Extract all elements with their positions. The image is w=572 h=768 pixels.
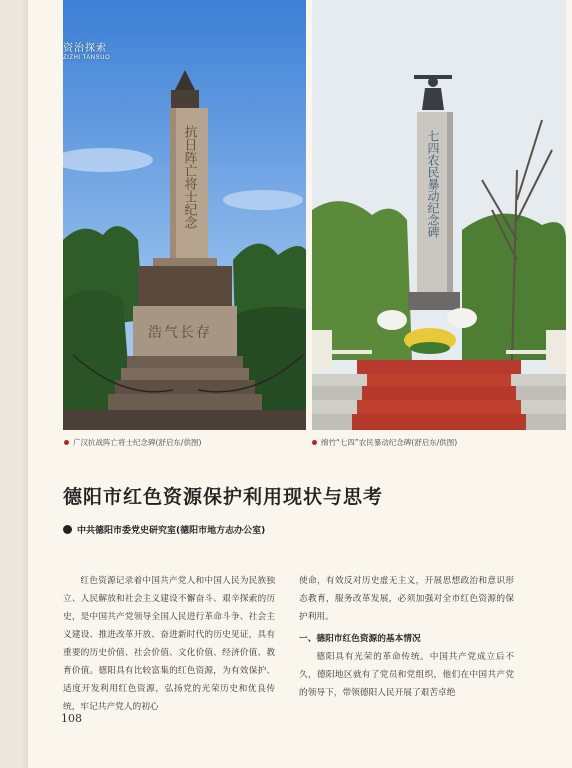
page-number: 108 <box>61 712 82 725</box>
paragraph: 德阳具有光荣的革命传统。中国共产党成立后不久，德阳地区就有了党员和党组织，他们在中国共产党的领导下，带领德阳人民开展了艰苦卓绝 <box>299 652 514 698</box>
article-column-right <box>299 572 514 702</box>
author-bullet-icon <box>63 525 72 534</box>
article-author <box>63 523 265 536</box>
caption-bullet-icon <box>312 440 317 445</box>
monument-inscription: 抗日阵亡将士纪念 <box>181 125 197 229</box>
caption-text: 绵竹“七四”农民暴动纪念碑(舒启东/供图) <box>321 438 458 447</box>
author-text: 中共德阳市委党史研究室(德阳市地方志办公室) <box>77 526 266 536</box>
section-title: 资治探索 <box>63 43 107 54</box>
photo-caption-right <box>312 437 457 448</box>
photo-mianzhu-monument <box>312 0 566 430</box>
caption-bullet-icon <box>64 440 69 445</box>
section-label <box>63 39 110 61</box>
monument-inscription-right: 七四农民暴动纪念碑 <box>426 130 440 238</box>
monument-base-inscription: 浩气长存 <box>148 325 212 341</box>
photo-guanghan-monument <box>63 0 306 430</box>
photo-caption-left <box>64 437 201 448</box>
section-title-en: ZIZHI TANSUO <box>63 55 111 61</box>
section-heading: 一、德阳市红色资源的基本情况 <box>299 634 421 644</box>
caption-text: 广汉抗战阵亡将士纪念碑(舒启东/供图) <box>73 438 202 447</box>
paragraph: 红色资源记录着中国共产党人和中国人民为民族独立、人民解放和社会主义建设不懈奋斗、艰辛探索的历史，是中国共产党领导全国人民进行革命斗争、社会主义建设、推进改革开放、奋进新时代的历史见证，具有重要的历史价值、社会价值、文化价值、经济价值、教育价值。德阳具有比较富集的红色资源，为有效保护、适度开发利用红色资源，弘扬党的光荣历史和优良传统，牢记共产党人的初心 <box>63 576 275 712</box>
article-column-left <box>63 572 275 716</box>
paragraph-continued: 使命，有效反对历史虚无主义，开展思想政治和意识形态教育，服务改革发展，必须加强对全市红色资源的保护利用。 <box>299 576 514 622</box>
article-title: 德阳市红色资源保护利用现状与思考 <box>63 486 384 508</box>
